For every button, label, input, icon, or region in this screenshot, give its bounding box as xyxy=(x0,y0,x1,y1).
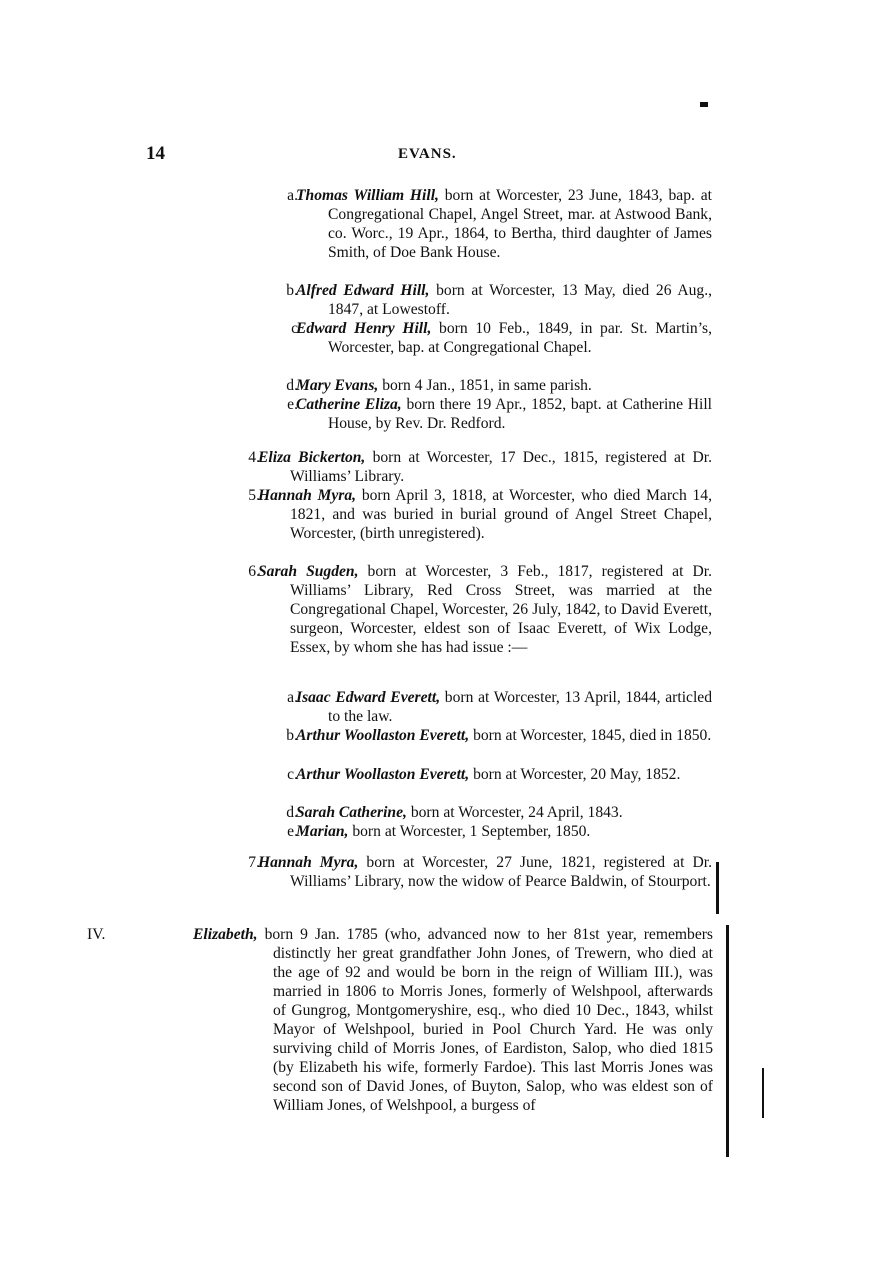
entry-everett-d: d. Sarah Catherine, born at Worcester, 24 April, 1843. xyxy=(286,804,623,821)
entry-6: 6. Sarah Sugden, born at Worcester, 3 Feb., 1817, registered at Dr. Williams’ Library, Red Cross Street, was married at the Congregational Chapel, Worcester, 26 July, 1842, to David Everett, surgeon, Worcester, eldest son of Isaac Everett, of Wix Lodge, Essex, by whom she has had issue :— xyxy=(248,563,712,656)
entry-hill-b: b. Alfred Edward Hill, born at Worcester, 13 May, died 26 Aug., 1847, at Lowestoff. xyxy=(286,282,712,318)
entry-hill-e: e. Catherine Eliza, born there 19 Apr., 1852, bapt. at Catherine Hill House, by Rev. Dr. Redford. xyxy=(287,396,712,432)
entry-IV: IV. Elizabeth, born 9 Jan. 1785 (who, advanced now to her 81st year, remembers distinctly her great grandfather John Jones, of Trewern, who died at the age of 92 and would be born in the reign of William III.), was married in 1806 to Morris Jones, formerly of Welshpool, afterwards of Gungrog, Montgomeryshire, esq., who died 10 Dec., 1843, whilst Mayor of Welshpool, buried in Pool Church Yard. He was only surviving child of Morris Jones, of Eardiston, Salop, who died 1815 (by Elizabeth his wife, formerly Fardoe). This last Morris Jones was second son of David Jones, of Buyton, Salop, who was eldest son of William Jones, of Welshpool, a burgess of xyxy=(87,926,713,1114)
entry-everett-c: c. Arthur Woollaston Everett, born at Worcester, 20 May, 1852. xyxy=(287,766,681,783)
entry-everett-b: b. Arthur Woollaston Everett, born at Worcester, 1845, died in 1850. xyxy=(286,727,712,744)
entry-7: 7. Hannah Myra, born at Worcester, 27 June, 1821, registered at Dr. Williams’ Library, now the widow of Pearce Baldwin, of Stourport. xyxy=(248,854,712,890)
scan-binding-line xyxy=(726,925,729,1157)
scan-margin-mark xyxy=(716,862,719,914)
entry-everett-a: a. Isaac Edward Everett, born at Worcester, 13 April, 1844, articled to the law. xyxy=(287,689,712,725)
running-head: EVANS. xyxy=(398,146,457,162)
page-number: 14 xyxy=(146,143,165,164)
entry-everett-e: e. Marian, born at Worcester, 1 September, 1850. xyxy=(287,823,591,840)
scan-corner-mark xyxy=(700,102,708,107)
entry-4: 4. Eliza Bickerton, born at Worcester, 17 Dec., 1815, registered at Dr. Williams’ Library. xyxy=(248,449,712,485)
entry-hill-a: a. Thomas William Hill, born at Worcester, 23 June, 1843, bap. at Congregational Chapel, Angel Street, mar. at Astwood Bank, co. Worc., 19 Apr., 1864, to Bertha, third daughter of James Smith, of Doe Bank House. xyxy=(287,187,712,261)
scan-edge-mark xyxy=(762,1068,764,1118)
entry-hill-c: c Edward Henry Hill, born 10 Feb., 1849, in par. St. Martin’s, Worcester, bap. at Congregational Chapel. xyxy=(291,320,712,356)
entry-5: 5. Hannah Myra, born April 3, 1818, at Worcester, who died March 14, 1821, and was buried in burial ground of Angel Street Chapel, Worcester, (birth unregistered). xyxy=(248,487,713,542)
entry-hill-d: d. Mary Evans, born 4 Jan., 1851, in same parish. xyxy=(286,377,592,394)
